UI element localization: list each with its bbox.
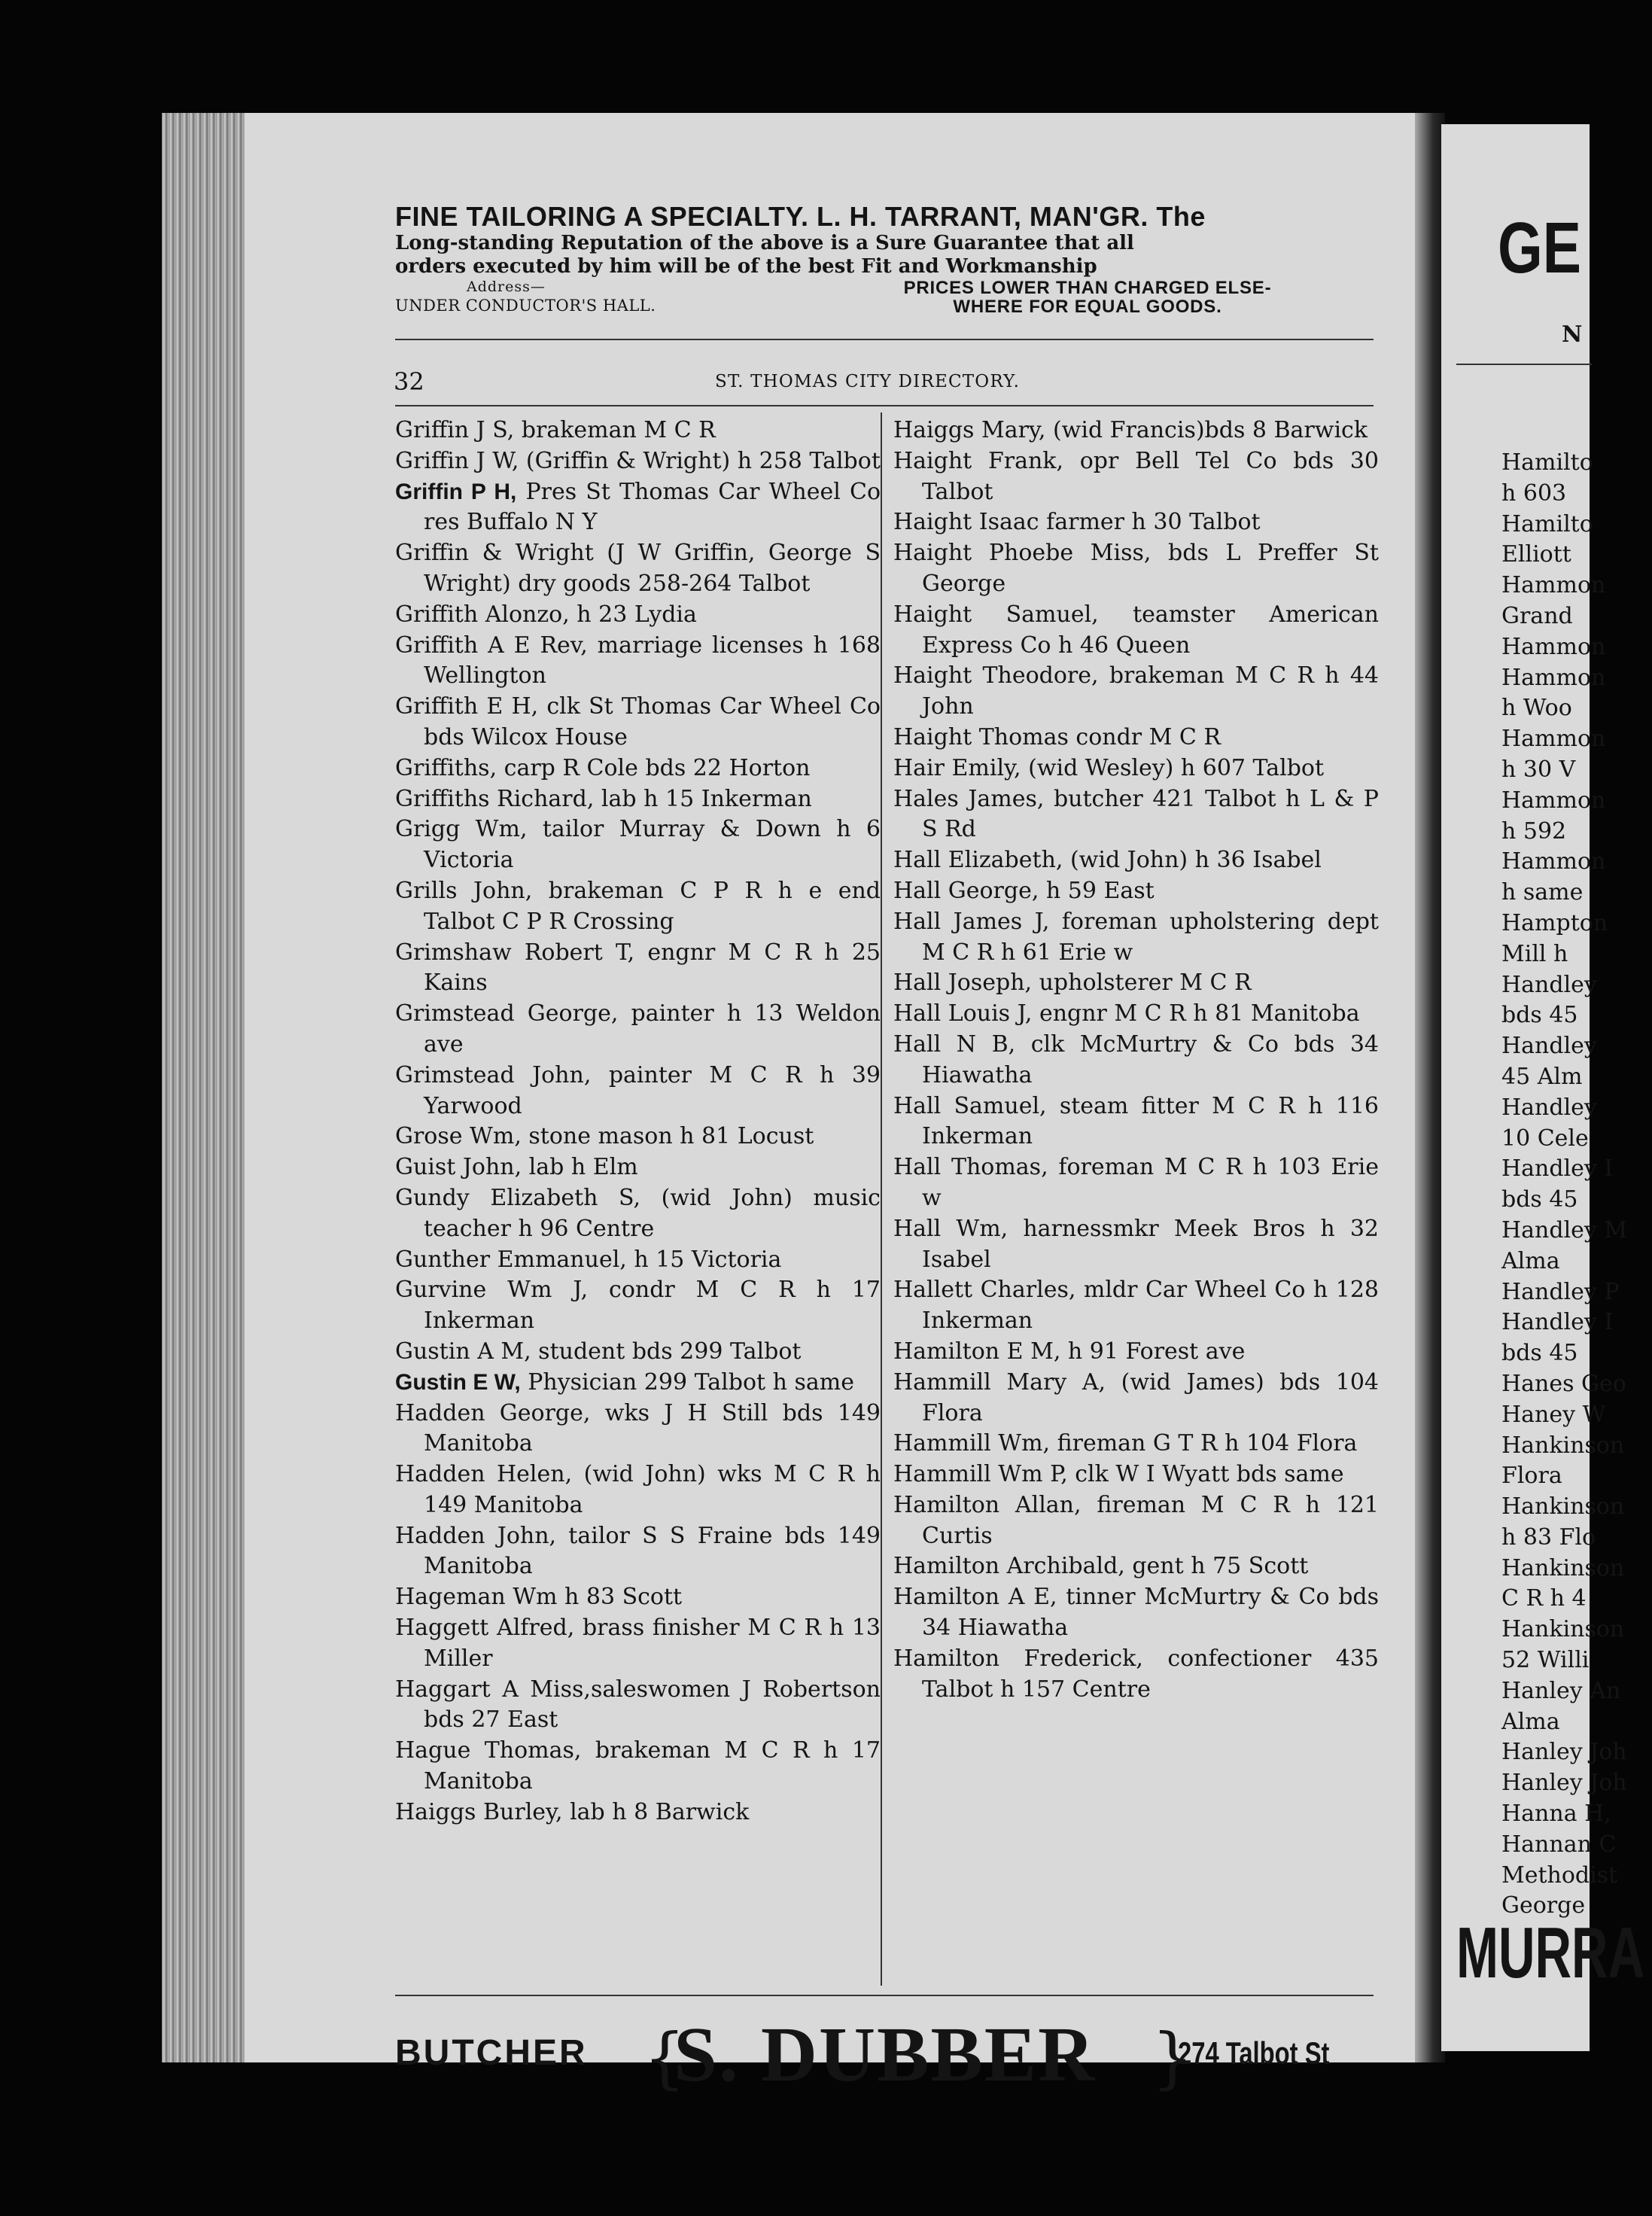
directory-page (245, 113, 1422, 2098)
directory-entry: Haight Samuel, teamster American Express Co h 46 Queen (893, 601, 1379, 659)
directory-entry: Hamilton E M, h 91 Forest ave (893, 1338, 1246, 1365)
footer-rule (395, 1995, 1374, 1996)
directory-entry: Griffith E H, clk St Thomas Car Wheel Co bds Wilcox House (395, 693, 881, 750)
directory-entry: Griffin & Wright (J W Griffin, George S Wright) dry goods 258-264 Talbot (395, 540, 881, 597)
directory-entry: Grills John, brakeman C P R h e end Talbot C P R Crossing (395, 877, 881, 935)
directory-entry: Griffith A E Rev, marriage licenses h 168 Wellington (395, 632, 881, 689)
facing-entry-fragment: Hanna H, (1501, 1800, 1611, 1828)
ad-prices-line-2: WHERE FOR EQUAL GOODS. (953, 297, 1222, 317)
directory-entry: Gurvine Wm J, condr M C R h 17 Inkerman (395, 1277, 881, 1335)
directory-entry: Hamilton Allan, fireman M C R h 121 Curtis (893, 1491, 1379, 1549)
facing-sub-fragment: N (1562, 321, 1583, 348)
ad-text-line-2: orders executed by him will be of the best Fit and Workmanship (395, 255, 1097, 278)
header-advertisement (395, 202, 1374, 321)
page-number: 32 (394, 367, 424, 396)
directory-entry: Hall George, h 59 East (893, 877, 1155, 904)
footer-business-name: S. DUBBER (674, 2011, 1097, 2098)
ad-headline: FINE TAILORING A SPECIALTY. L. H. TARRANT, MAN'GR. The (395, 201, 1206, 232)
facing-entry-fragment: Methodist (1501, 1861, 1618, 1889)
ad-prices (817, 279, 1358, 316)
facing-entry-fragment: Handley I (1501, 1155, 1614, 1183)
facing-entry-fragment: h 592 (1501, 817, 1567, 845)
facing-entry-fragment: bds 45 (1501, 1340, 1578, 1367)
directory-entry: Hall Thomas, foreman M C R h 103 Erie w (893, 1154, 1379, 1211)
facing-entry-fragment: Handley (1501, 1094, 1597, 1121)
facing-entry-fragment: Hankinson (1501, 1554, 1625, 1581)
facing-entry-fragment: bds 45 (1501, 1002, 1578, 1029)
directory-entry: Griffin J S, brakeman M C R (395, 417, 716, 443)
directory-entry: Haight Frank, opr Bell Tel Co bds 30 Talbot (893, 447, 1379, 505)
facing-entry-fragment: 45 Alm (1501, 1063, 1583, 1090)
facing-page-fragment (1441, 124, 1645, 2051)
directory-entry: Haight Isaac farmer h 30 Talbot (893, 509, 1261, 536)
facing-entry-fragment: George (1501, 1892, 1586, 1919)
directory-entry: Hall Wm, harnessmkr Meek Bros h 32 Isabel (893, 1215, 1379, 1273)
facing-entry-fragment: Hanley Joh (1501, 1770, 1627, 1797)
book-gutter (1415, 113, 1445, 2062)
facing-bottom-fragment: MURRA (1456, 1913, 1645, 1993)
directory-entry: Hall Louis J, engnr M C R h 81 Manitoba (893, 1000, 1360, 1027)
directory-entry: Grigg Wm, tailor Murray & Down h 6 Victoria (395, 816, 881, 874)
facing-entry-fragment: Hammon (1501, 664, 1606, 691)
directory-entry: Hales James, butcher 421 Talbot h L & P S Rd (893, 785, 1379, 843)
directory-entry: Grimshaw Robert T, engnr M C R h 25 Kains (395, 939, 881, 997)
facing-entry-fragment: Flora (1501, 1463, 1562, 1490)
ad-address-value: UNDER CONDUCTOR'S HALL. (395, 297, 656, 315)
directory-entry: Hall Elizabeth, (wid John) h 36 Isabel (893, 847, 1322, 874)
directory-entry: Hallett Charles, mldr Car Wheel Co h 128 Inkerman (893, 1277, 1379, 1335)
directory-entry: Hadden Helen, (wid John) wks M C R h 149 Manitoba (395, 1461, 881, 1518)
directory-entry: Guist John, lab h Elm (395, 1154, 638, 1181)
facing-entry-fragment: bds 45 (1501, 1186, 1578, 1213)
directory-entry: Griffin P H, Pres St Thomas Car Wheel Co res Buffalo N Y (395, 478, 881, 536)
facing-entry-fragment: Grand (1501, 602, 1573, 629)
directory-entry: Hall James J, foreman upholstering dept M C R h 61 Erie w (893, 908, 1379, 966)
directory-entry: Griffith Alonzo, h 23 Lydia (395, 601, 697, 628)
facing-entry-fragment: h 603 (1501, 479, 1567, 507)
facing-entry-fragment: Hanes Geo (1501, 1370, 1626, 1397)
directory-entry: Hammill Wm, fireman G T R h 104 Flora (893, 1430, 1358, 1457)
facing-rule (1456, 364, 1592, 365)
facing-entry-fragment: Hammon (1501, 633, 1606, 660)
facing-entry-fragment: Hammon (1501, 572, 1606, 599)
directory-entry: Griffiths Richard, lab h 15 Inkerman (395, 785, 812, 812)
directory-entry: Hammill Mary A, (wid James) bds 104 Flora (893, 1368, 1379, 1426)
facing-entry-fragment: Handley (1501, 971, 1597, 998)
directory-entry: Hall N B, clk McMurtry & Co bds 34 Hiawatha (893, 1030, 1379, 1088)
facing-entry-fragment: Hannan C (1501, 1831, 1617, 1858)
right-column (893, 416, 1379, 1705)
directory-entry: Hair Emily, (wid Wesley) h 607 Talbot (893, 754, 1325, 781)
directory-entry: Grimstead George, painter h 13 Weldon ave (395, 1000, 881, 1058)
directory-entry: Hamilton Frederick, confectioner 435 Talbot h 157 Centre (893, 1645, 1379, 1703)
facing-entry-fragment: Hanley An (1501, 1677, 1621, 1704)
facing-entry-fragment: h 83 Flo (1501, 1524, 1596, 1551)
directory-entry: Hamilton A E, tinner McMurtry & Co bds 34 Hiawatha (893, 1584, 1379, 1642)
facing-entry-fragment: Mill h (1501, 940, 1568, 967)
directory-entry: Hammill Wm P, clk W I Wyatt bds same (893, 1461, 1344, 1488)
left-column (395, 416, 881, 1828)
running-head-rule (395, 405, 1374, 406)
page-edge (162, 113, 252, 2062)
facing-entry-fragment: Hampton (1501, 909, 1608, 936)
facing-entry-fragment: h Woo (1501, 695, 1572, 722)
column-divider (881, 412, 882, 1986)
directory-entry: Grimstead John, painter M C R h 39 Yarwood (395, 1061, 881, 1119)
directory-entry: Haight Phoebe Miss, bds L Preffer St George (893, 540, 1379, 597)
facing-entry-fragment: Handley P (1501, 1278, 1620, 1305)
directory-entry: Haggart A Miss,saleswomen J Robertson bds 27 East (395, 1676, 881, 1734)
facing-entry-fragment: Hamilto (1501, 449, 1593, 476)
facing-entry-fragment: Alma (1501, 1247, 1560, 1274)
footer-advertisement (395, 2010, 1374, 2098)
directory-entry: Hadden John, tailor S S Fraine bds 149 Manitoba (395, 1522, 881, 1580)
facing-header-fragment: GE (1498, 208, 1581, 288)
facing-entry-fragment: Hammon (1501, 726, 1606, 753)
header-rule (395, 339, 1374, 340)
bold-listing-name: Gustin E W, (395, 1369, 521, 1395)
footer-address: 274 Talbot St (1178, 2035, 1330, 2071)
bold-listing-name: Griffin P H, (395, 479, 517, 504)
facing-entry-fragment: Hammon (1501, 848, 1606, 875)
facing-entry-fragment: 52 Willi (1501, 1647, 1590, 1674)
left-brace-ornament: { (643, 2019, 686, 2096)
footer-trade: BUTCHER (395, 2033, 588, 2073)
directory-entry: Griffin J W, (Griffin & Wright) h 258 Talbot (395, 447, 881, 474)
facing-entry-fragment: Haney W (1501, 1401, 1606, 1428)
directory-entry: Haiggs Mary, (wid Francis)bds 8 Barwick (893, 417, 1368, 443)
directory-entry: Gundy Elizabeth S, (wid John) music teacher h 96 Centre (395, 1184, 881, 1242)
directory-entry: Griffiths, carp R Cole bds 22 Horton (395, 754, 811, 781)
facing-entry-fragment: Handley M (1501, 1216, 1628, 1243)
directory-entry: Gustin A M, student bds 299 Talbot (395, 1338, 802, 1365)
facing-entry-fragment: 10 Cele (1501, 1125, 1589, 1152)
directory-entry: Hamilton Archibald, gent h 75 Scott (893, 1553, 1309, 1580)
directory-entry: Hadden George, wks J H Still bds 149 Manitoba (395, 1399, 881, 1457)
facing-entry-fragment: C R h 4 (1501, 1585, 1587, 1612)
right-brace-ornament: } (1152, 2019, 1194, 2096)
ad-text-line-1: Long-standing Reputation of the above is a Sure Guarantee that all (395, 232, 1134, 254)
ad-address-label: Address— (467, 279, 546, 295)
directory-entry: Haight Thomas condr M C R (893, 723, 1222, 750)
directory-entry: Hague Thomas, brakeman M C R h 17 Manitoba (395, 1737, 881, 1795)
facing-column (1501, 448, 1652, 1922)
facing-entry-fragment: Handley I (1501, 1309, 1614, 1336)
facing-entry-fragment: h 30 V (1501, 756, 1576, 783)
directory-entry: Gunther Emmanuel, h 15 Victoria (395, 1246, 782, 1273)
running-head: ST. THOMAS CITY DIRECTORY. (715, 372, 1021, 391)
facing-entry-fragment: Hamilto (1501, 510, 1593, 537)
ad-prices-line-1: PRICES LOWER THAN CHARGED ELSE- (903, 278, 1272, 298)
facing-entry-fragment: Hanley Joh (1501, 1739, 1627, 1766)
facing-entry-fragment: h same (1501, 879, 1584, 906)
facing-entry-fragment: Hankinson (1501, 1616, 1625, 1643)
directory-entry: Hall Joseph, upholsterer M C R (893, 970, 1252, 997)
directory-entry: Grose Wm, stone mason h 81 Locust (395, 1123, 814, 1150)
directory-entry: Haight Theodore, brakeman M C R h 44 John (893, 662, 1379, 720)
facing-entry-fragment: Hankinson (1501, 1493, 1625, 1520)
directory-entry: Haiggs Burley, lab h 8 Barwick (395, 1798, 750, 1825)
directory-entry: Hageman Wm h 83 Scott (395, 1584, 683, 1611)
directory-entry: Gustin E W, Physician 299 Talbot h same (395, 1368, 854, 1396)
facing-entry-fragment: Hammon (1501, 787, 1606, 814)
facing-entry-fragment: Alma (1501, 1708, 1560, 1735)
ad-address-row (395, 279, 1374, 321)
directory-entry: Hall Samuel, steam fitter M C R h 116 Inkerman (893, 1092, 1379, 1150)
facing-entry-fragment: Hankinson (1501, 1432, 1625, 1459)
facing-entry-fragment: Handley (1501, 1033, 1597, 1060)
directory-entry: Haggett Alfred, brass finisher M C R h 13 Miller (395, 1615, 881, 1672)
facing-entry-fragment: Elliott (1501, 541, 1571, 568)
